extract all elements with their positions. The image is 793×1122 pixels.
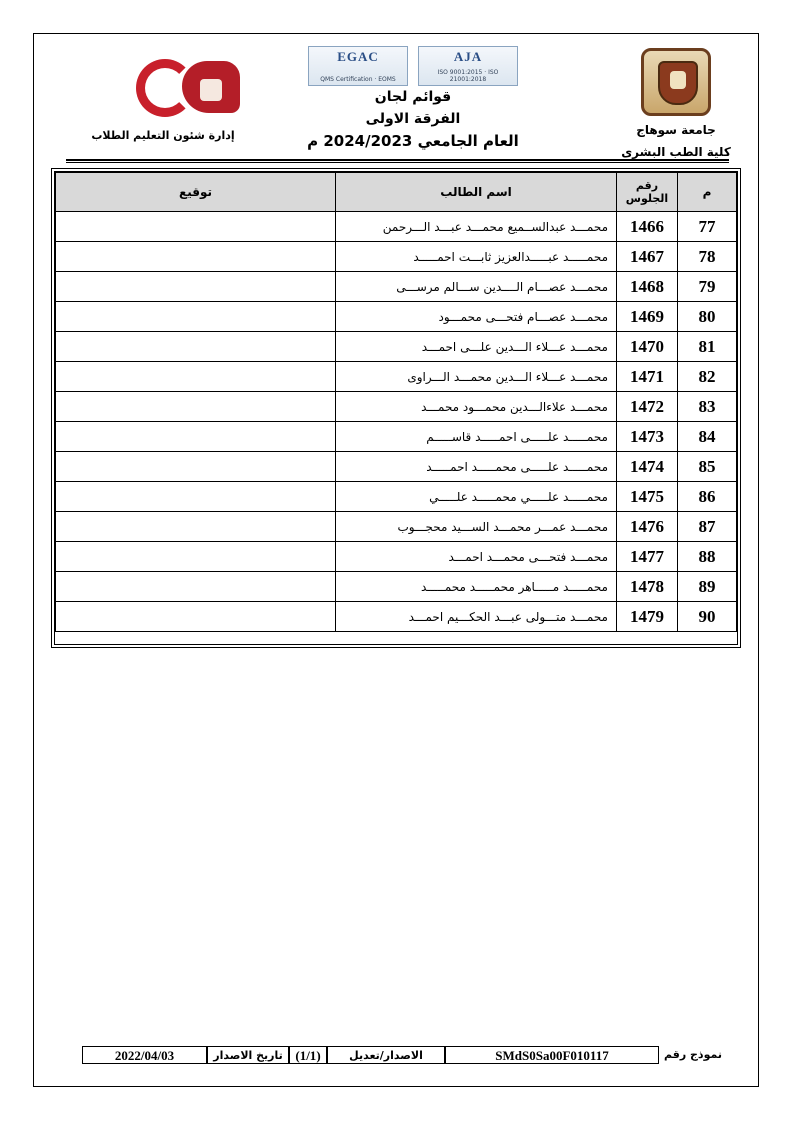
seat-number: 1478 (617, 572, 678, 602)
page-title: قوائم لجان (374, 89, 452, 105)
row-number: 80 (678, 302, 737, 332)
table-row (56, 302, 737, 332)
table-row (56, 272, 737, 302)
seat-number: 1476 (617, 512, 678, 542)
column-header-number: م (678, 173, 737, 212)
table-row (56, 362, 737, 392)
student-name: محمـــد عمـــر محمـــد الســـيد محجـــوب (336, 512, 617, 542)
table-row (56, 452, 737, 482)
table-row (56, 602, 737, 632)
student-name: محمـــد فتحـــى محمـــد احمـــد (336, 542, 617, 572)
seat-number: 1475 (617, 482, 678, 512)
issue-date-label: تاريخ الاصدار (207, 1046, 289, 1064)
seat-number: 1474 (617, 452, 678, 482)
table-row (56, 392, 737, 422)
committee-table (51, 168, 741, 648)
signature-cell (56, 332, 336, 362)
student-name: محمـــــد عبـــــدالعزيز ثابـــت احمـــــد (336, 242, 617, 272)
row-number: 89 (678, 572, 737, 602)
table-header-row (56, 173, 737, 212)
row-number: 88 (678, 542, 737, 572)
seat-number: 1468 (617, 272, 678, 302)
column-header-seat-label: رقم الجلوس (625, 179, 669, 205)
row-number: 87 (678, 512, 737, 542)
student-name: محمـــــد علـــــى احمـــــد قاســـــم (336, 422, 617, 452)
student-list-table (55, 172, 737, 632)
form-footer (82, 1046, 727, 1064)
signature-cell (56, 542, 336, 572)
signature-cell (56, 242, 336, 272)
row-number: 77 (678, 212, 737, 242)
level-title: الفرقة الاولى (365, 111, 461, 127)
table-row (56, 332, 737, 362)
table-row (56, 212, 737, 242)
university-header (611, 48, 741, 160)
signature-cell (56, 362, 336, 392)
student-name: محمـــد عـــلاء الـــدين محمـــد الـــراوى (336, 362, 617, 392)
form-number-value: SMdS0Sa00F010117 (445, 1046, 659, 1064)
table-row (56, 482, 737, 512)
seat-number: 1479 (617, 602, 678, 632)
table-row (56, 422, 737, 452)
signature-cell (56, 302, 336, 332)
signature-cell (56, 512, 336, 542)
student-name: محمـــد عـــلاء الـــدين علـــى احمـــد (336, 332, 617, 362)
seat-number: 1477 (617, 542, 678, 572)
student-name: محمـــد عصـــام فتحـــى محمـــود (336, 302, 617, 332)
document-title-block (298, 46, 528, 152)
university-seal-icon (641, 48, 711, 116)
signature-cell (56, 272, 336, 302)
column-header-name: اسم الطالب (336, 173, 617, 212)
signature-cell (56, 602, 336, 632)
seat-number: 1473 (617, 422, 678, 452)
table-row (56, 242, 737, 272)
seat-number: 1466 (617, 212, 678, 242)
row-number: 79 (678, 272, 737, 302)
seat-number: 1470 (617, 332, 678, 362)
student-name: محمـــد عبدالســميع محمـــد عبـــد الـــرحمن (336, 212, 617, 242)
row-number: 81 (678, 332, 737, 362)
student-name: محمـــــد علـــــي محمـــــد علـــــي (336, 482, 617, 512)
signature-cell (56, 392, 336, 422)
department-header (78, 55, 248, 142)
table-row (56, 542, 737, 572)
faculty-name: كلية الطب البشرى (621, 145, 731, 159)
row-number: 84 (678, 422, 737, 452)
seat-number: 1469 (617, 302, 678, 332)
university-name: جامعة سوهاج (636, 123, 716, 137)
student-name: محمـــــد علـــــى محمـــــد احمـــــد (336, 452, 617, 482)
row-number: 82 (678, 362, 737, 392)
department-name: إدارة شئون التعليم الطلاب (91, 129, 235, 142)
issue-date-value: 2022/04/03 (82, 1046, 207, 1064)
table-row (56, 512, 737, 542)
row-number: 78 (678, 242, 737, 272)
student-name: محمـــد عصـــام الــــدين ســـالم مرســـى (336, 272, 617, 302)
egac-accreditation-logo-icon: EGAC QMS Certification · EOMS (308, 46, 408, 86)
column-header-seat (617, 173, 678, 212)
form-number-label: نموذج رقم (664, 1048, 722, 1061)
signature-cell (56, 572, 336, 602)
student-name: محمـــد علاءالـــدين محمـــود محمـــد (336, 392, 617, 422)
seat-number: 1471 (617, 362, 678, 392)
header-divider (66, 159, 729, 161)
row-number: 86 (678, 482, 737, 512)
column-header-signature: توقيع (56, 173, 336, 212)
department-logo-icon (128, 55, 248, 119)
academic-year: العام الجامعي 2024/2023 م (307, 132, 519, 150)
signature-cell (56, 422, 336, 452)
seat-number: 1467 (617, 242, 678, 272)
student-name: محمـــد متـــولى عبـــد الحكـــيم احمـــد (336, 602, 617, 632)
seat-number: 1472 (617, 392, 678, 422)
student-name: محمـــــد مـــــاهر محمـــــد محمـــــد (336, 572, 617, 602)
row-number: 83 (678, 392, 737, 422)
header-divider-thin (66, 162, 729, 163)
edition-label: الاصدار/تعديل (327, 1046, 445, 1064)
iso-certification-logo-icon: AJA ISO 9001:2015 · ISO 21001:2018 (418, 46, 518, 86)
edition-value: (1/1) (289, 1046, 327, 1064)
certification-logos (308, 46, 518, 86)
row-number: 90 (678, 602, 737, 632)
row-number: 85 (678, 452, 737, 482)
signature-cell (56, 482, 336, 512)
signature-cell (56, 212, 336, 242)
signature-cell (56, 452, 336, 482)
table-row (56, 572, 737, 602)
